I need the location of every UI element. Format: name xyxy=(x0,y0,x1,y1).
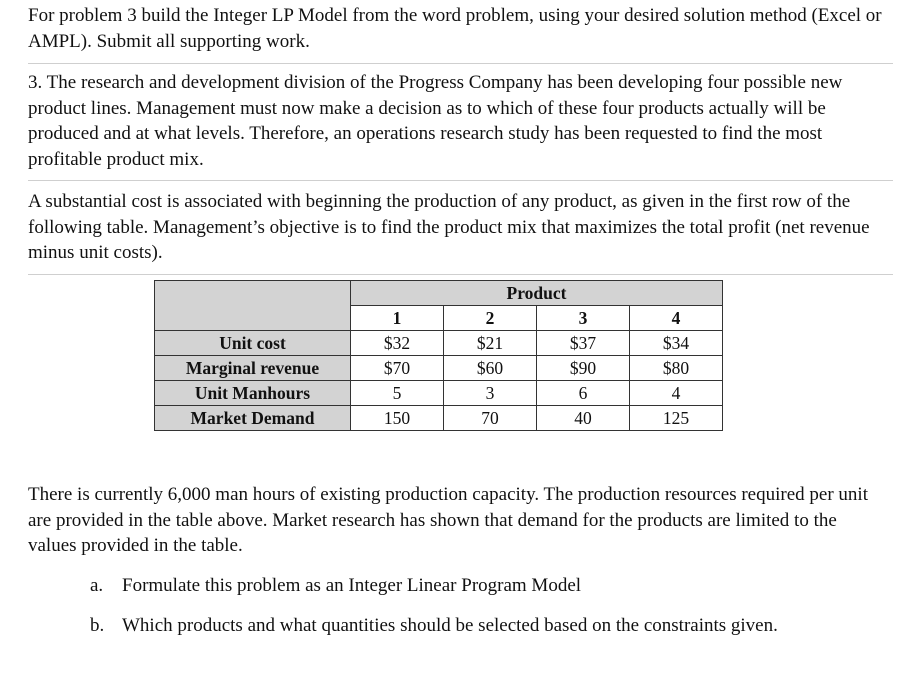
table-cell: $21 xyxy=(444,331,537,356)
cost-paragraph: A substantial cost is associated with beginning the production of any product, as given in the first row of the following table. Management’s objective is to find the product mix that maximizes the total profit (net revenue minus unit costs). xyxy=(28,191,870,263)
problem-paragraph: 3. The research and development division of the Progress Company has been developing four possible new product lines. Management must now make a decision as to which of these four products actually will be produced and at what levels. Therefore, an operations research study has been requested to find the most profitable product mix. xyxy=(28,72,843,170)
table-row xyxy=(155,406,723,431)
table-cell: $34 xyxy=(630,331,723,356)
table-cell: $37 xyxy=(537,331,630,356)
table-cell: $60 xyxy=(444,356,537,381)
instructions-text: For problem 3 build the Integer LP Model from the word problem, using your desired solution method (Excel or AMPL). Submit all supporting work. xyxy=(28,5,882,52)
cost-description xyxy=(28,189,893,275)
table-row xyxy=(155,381,723,406)
row-label: Market Demand xyxy=(155,406,351,431)
instructions xyxy=(28,3,893,64)
column-header: 1 xyxy=(351,306,444,331)
table-row xyxy=(155,356,723,381)
table-cell: 4 xyxy=(630,381,723,406)
table-cell: $32 xyxy=(351,331,444,356)
row-label: Marginal revenue xyxy=(155,356,351,381)
table-row xyxy=(155,331,723,356)
row-label: Unit Manhours xyxy=(155,381,351,406)
row-label: Unit cost xyxy=(155,331,351,356)
column-header: 2 xyxy=(444,306,537,331)
table-cell: 150 xyxy=(351,406,444,431)
question-marker: a. xyxy=(90,575,104,596)
capacity-paragraph: There is currently 6,000 man hours of existing production capacity. The production resources required per unit are provided in the table above. Market research has shown that demand for the products are limited to the values provided in the table. xyxy=(28,484,868,556)
product-group-header: Product xyxy=(351,281,723,306)
table-cell: 40 xyxy=(537,406,630,431)
table-cell: 70 xyxy=(444,406,537,431)
product-table xyxy=(154,280,723,431)
problem-description xyxy=(28,70,893,181)
table-cell: $90 xyxy=(537,356,630,381)
question-item xyxy=(90,573,850,599)
table-cell: 125 xyxy=(630,406,723,431)
table-corner xyxy=(155,281,351,331)
capacity-description xyxy=(28,482,888,559)
question-item xyxy=(90,613,850,639)
table-cell: $80 xyxy=(630,356,723,381)
table-cell: 5 xyxy=(351,381,444,406)
question-list xyxy=(90,573,850,652)
table-cell: $70 xyxy=(351,356,444,381)
question-text: Formulate this problem as an Integer Linear Program Model xyxy=(122,575,582,596)
column-header: 3 xyxy=(537,306,630,331)
table-cell: 3 xyxy=(444,381,537,406)
question-text: Which products and what quantities should be selected based on the constraints given. xyxy=(122,614,778,636)
column-header: 4 xyxy=(630,306,723,331)
question-marker: b. xyxy=(90,614,105,636)
table-cell: 6 xyxy=(537,381,630,406)
